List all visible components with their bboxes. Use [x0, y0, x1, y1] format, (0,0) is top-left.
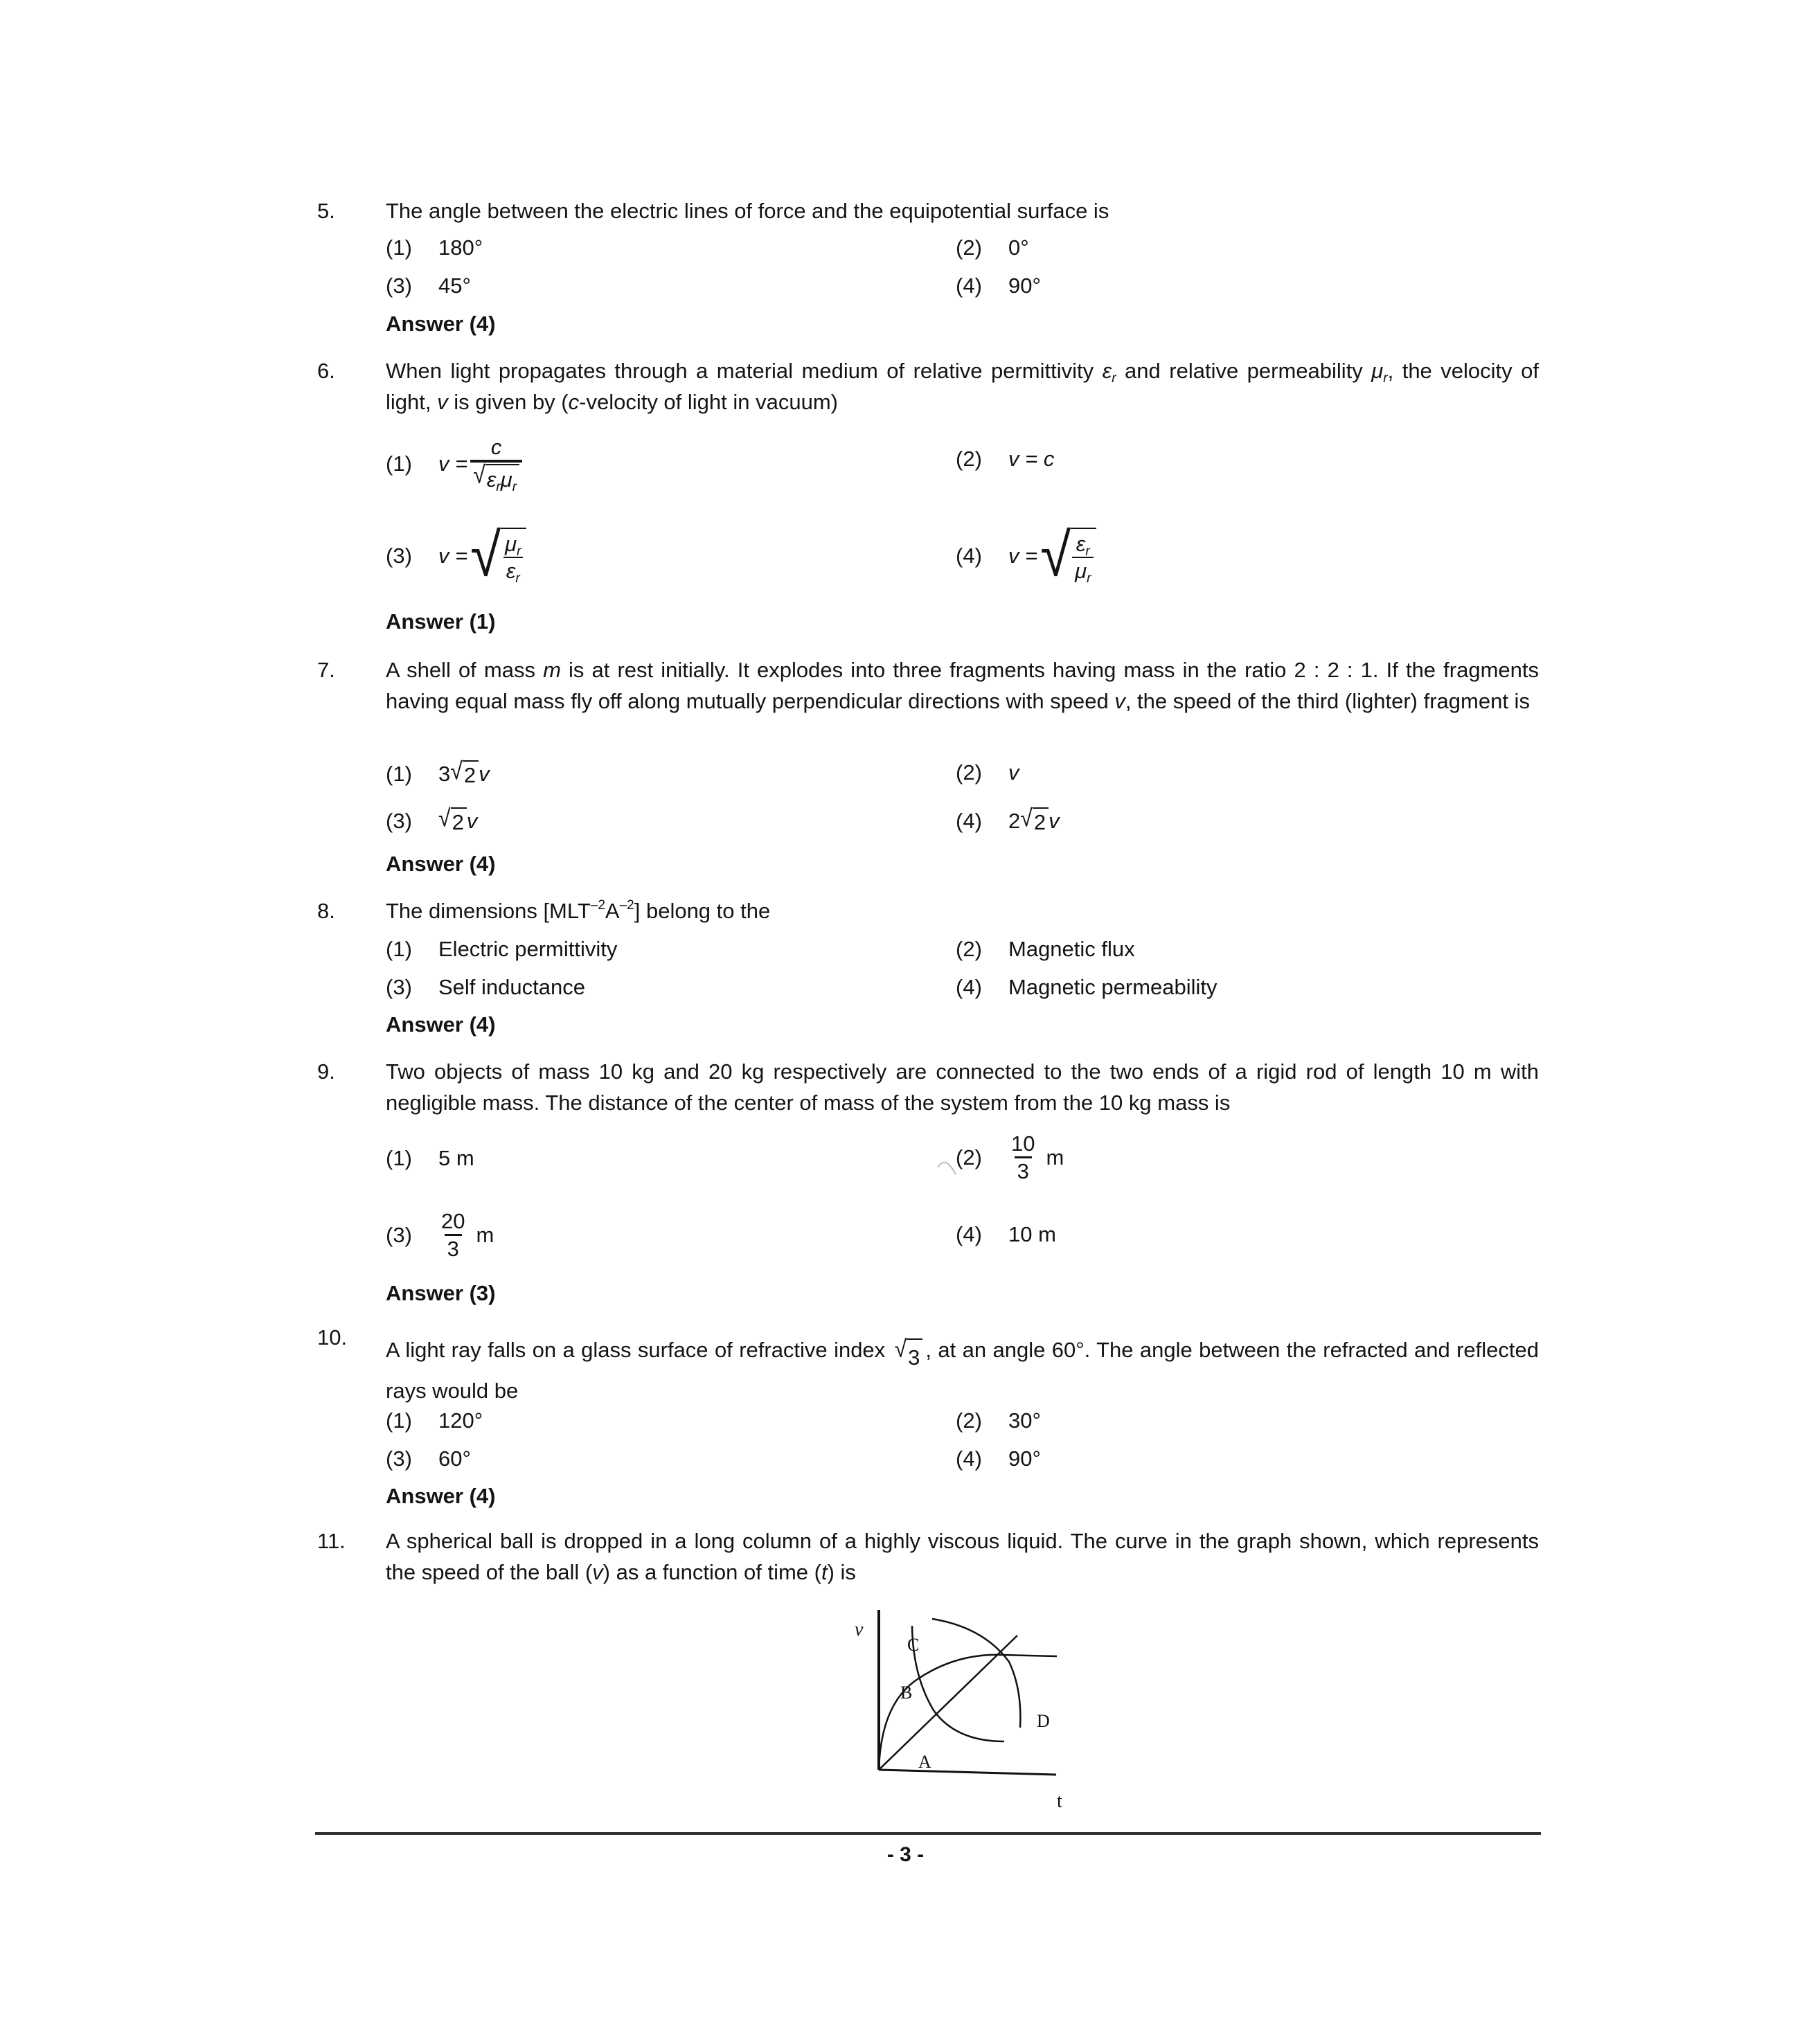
scribble-mark-icon [936, 1156, 958, 1177]
option-2[interactable] [956, 1408, 1041, 1433]
answer: Answer (4) [386, 312, 496, 336]
option-label: (2) [956, 1408, 982, 1433]
option-label: (3) [386, 1223, 412, 1247]
option-label: (3) [386, 975, 412, 999]
option-2[interactable] [956, 447, 1054, 472]
radical: √ 2 [450, 760, 479, 788]
option-value: 60° [438, 1446, 471, 1471]
fraction: $\frac{10}{3}$ [1011, 1131, 1035, 1183]
curve-label-b: B [900, 1683, 913, 1703]
option-value: v [1008, 760, 1019, 785]
option-label: (3) [386, 543, 412, 568]
option-2[interactable]: (2) $\frac{10}{3}$ m [956, 1131, 1064, 1183]
option-label: (2) [956, 235, 982, 260]
option-label: (1) [386, 451, 412, 476]
option-label: (1) [386, 1146, 412, 1170]
question-number: 9. [317, 1059, 335, 1084]
option-value: Self inductance [438, 975, 585, 999]
option-value: Magnetic permeability [1008, 975, 1217, 999]
option-label: (3) [386, 274, 412, 298]
option-label: (4) [956, 809, 982, 833]
option-1[interactable] [386, 436, 526, 492]
option-value: Magnetic flux [1008, 937, 1135, 961]
answer: Answer (3) [386, 1281, 496, 1305]
question-number: 11. [317, 1529, 346, 1553]
option-1[interactable]: (1) 3 √ 2 v [386, 757, 490, 787]
formula-sqrt: √ $\frac{\varepsilon_r}{\mu_r}$ [1040, 528, 1096, 584]
curve-label-c: C [907, 1635, 920, 1655]
fraction: $\frac{20}{3}$ [441, 1208, 465, 1261]
formula-lhs: v = [1008, 447, 1038, 471]
formula-rhs: c [1043, 447, 1055, 471]
answer: Answer (4) [386, 852, 496, 876]
question-text: A spherical ball is dropped in a long column of a highly viscous liquid. The curve in the graph shown, which represents the speed of the ball (v) as a function of time (t) is [386, 1529, 1539, 1584]
option-3[interactable] [386, 274, 471, 298]
option-label: (2) [956, 760, 982, 785]
radical: √ 2 [438, 807, 467, 835]
question-text: The angle between the electric lines of force and the equipotential surface is [386, 199, 1109, 223]
option-1[interactable] [386, 235, 483, 260]
page-number: - 3 - [886, 1843, 925, 1866]
option-value: 120° [438, 1408, 483, 1433]
option-label: (1) [386, 937, 412, 961]
curve-label-d: D [1037, 1711, 1050, 1731]
formula-lhs: v = [438, 451, 468, 476]
curve-b [879, 1655, 1057, 1770]
option-label: (4) [956, 1446, 982, 1471]
option-value: 90° [1008, 1446, 1041, 1471]
option-3[interactable] [386, 975, 585, 1000]
option-label: (4) [956, 543, 982, 568]
option-3[interactable]: (3) $\frac{20}{3}$ m [386, 1208, 494, 1261]
option-label: (1) [386, 235, 412, 260]
option-label: (2) [956, 1145, 982, 1169]
option-label: (2) [956, 447, 982, 471]
question-text: Two objects of mass 10 kg and 20 kg respectively are connected to the two ends of a rigid rod of length 10 m with negligible mass. The distance of the center of mass of the system from the 10 kg mass is [386, 1059, 1539, 1115]
question-text: When light propagates through a material medium of relative permittivity $\varepsilon_r$ and relative permeability $\mu_r$, the velocity of light, v is given by (c-velocity of light in vacuum) [386, 359, 1539, 414]
option-1[interactable] [386, 937, 617, 962]
question-number: 7. [317, 658, 335, 682]
option-value: 90° [1008, 274, 1041, 298]
option-value: Electric permittivity [438, 937, 618, 961]
answer: Answer (4) [386, 1012, 496, 1037]
answer: Answer (1) [386, 609, 496, 634]
option-value: 45° [438, 274, 471, 298]
option-value: 0° [1008, 235, 1029, 260]
formula-lhs: v = [1008, 543, 1038, 568]
velocity-time-graph [845, 1599, 1080, 1814]
option-2[interactable] [956, 760, 1019, 785]
question-number: 6. [317, 359, 335, 383]
curve-d [932, 1619, 1020, 1728]
option-3[interactable] [386, 520, 526, 589]
option-4[interactable] [956, 274, 1041, 298]
option-4[interactable] [956, 975, 1217, 1000]
option-label: (4) [956, 975, 982, 999]
question-text: The dimensions $[MLT^{-2}A^{-2}]$ belong to the [386, 898, 771, 923]
question-text: A shell of mass m is at rest initially. It explodes into three fragments having mass in the ratio 2 : 2 : 1. If the fragments having equal mass fly off along mutually perpendicular directions with speed v, the speed of the third (lighter) fragment is [386, 658, 1539, 713]
option-label: (3) [386, 1446, 412, 1471]
question-number: 10. [317, 1325, 348, 1350]
option-label: (4) [956, 274, 982, 298]
answer: Answer (4) [386, 1484, 496, 1508]
option-value: 180° [438, 235, 483, 260]
option-label: (4) [956, 1222, 982, 1246]
x-axis-label: t [1057, 1791, 1062, 1812]
option-label: (1) [386, 1408, 412, 1433]
option-4[interactable] [956, 1222, 1056, 1247]
formula-fraction: c √ $\varepsilon_r\mu_r$ [470, 435, 522, 493]
option-4[interactable] [956, 1446, 1041, 1471]
option-3[interactable]: (3) √ 2 v [386, 804, 478, 834]
option-value: 30° [1008, 1408, 1041, 1433]
option-1[interactable] [386, 1408, 483, 1433]
radical: √ 2 [1020, 807, 1049, 835]
formula-lhs: v = [438, 543, 468, 568]
curve-label-a: A [918, 1752, 931, 1772]
option-2[interactable] [956, 235, 1029, 260]
question-number: 8. [317, 899, 335, 923]
option-label: (3) [386, 809, 412, 833]
option-4[interactable]: (4) 2 √ 2 v [956, 804, 1060, 834]
option-label: (1) [386, 762, 412, 786]
question-number: 5. [317, 199, 335, 223]
footer-divider [315, 1832, 1541, 1835]
option-3[interactable] [386, 1446, 471, 1471]
question-text: A light ray falls on a glass surface of refractive index √ 3 , at an angle 60°. The angle between the refracted and reflected rays would be [386, 1335, 1539, 1403]
option-2[interactable] [956, 937, 1135, 962]
option-value: 10 m [1008, 1222, 1056, 1246]
y-axis-label: v [855, 1619, 864, 1640]
option-label: (2) [956, 937, 982, 961]
option-4[interactable] [956, 520, 1096, 589]
formula-sqrt: √ $\frac{\mu_r}{\varepsilon_r}$ [470, 528, 526, 584]
option-1[interactable] [386, 1146, 474, 1171]
option-value: 5 m [438, 1146, 474, 1170]
x-axis [879, 1770, 1056, 1775]
